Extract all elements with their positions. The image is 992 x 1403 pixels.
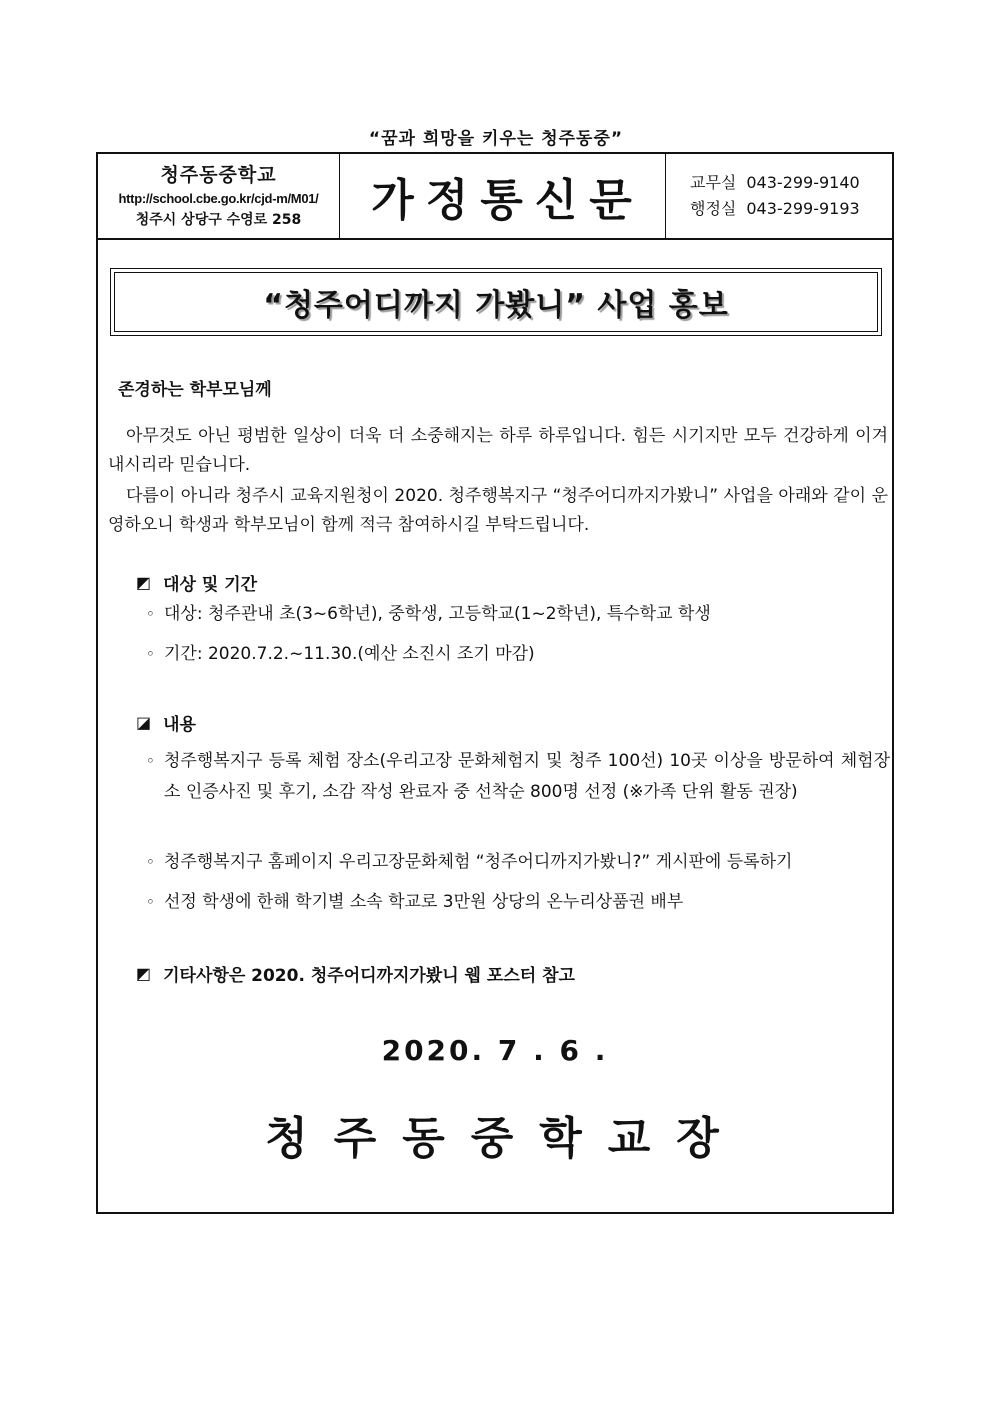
letterhead xyxy=(98,154,892,240)
school-info xyxy=(98,154,340,238)
principal-signature: 청주동중학교장 xyxy=(265,1113,745,1164)
square-marker-icon: ◪ xyxy=(136,713,152,732)
list-item-text: 대상: 청주관내 초(3~6학년), 중학생, 고등학교(1~2학년), 특수학교 학생 xyxy=(164,604,711,624)
section-heading-other xyxy=(136,961,575,986)
issue-date: 2020. 7 . 6 . xyxy=(381,1034,609,1067)
contact-phone: 043-299-9140 xyxy=(746,173,860,192)
list-item-text: 기간: 2020.7.2.~11.30.(예산 소진시 조기 마감) xyxy=(164,644,535,664)
list-item-text: 청주행복지구 홈페이지 우리고장문화체험 “청주어디까지가봤니?” 게시판에 등록하기 xyxy=(164,852,793,872)
school-url: http://school.cbe.go.kr/cjd-m/M01/ xyxy=(118,191,319,206)
section-heading-text: 내용 xyxy=(163,715,196,735)
contact-label: 교무실 xyxy=(690,173,737,192)
list-item xyxy=(146,746,890,808)
section-heading-text: 기타사항은 2020. 청주어디까지가봤니 웹 포스터 참고 xyxy=(163,966,575,986)
list-item xyxy=(146,639,890,670)
newsletter-title: 가정통신문 xyxy=(371,175,644,226)
circle-bullet-icon: ◦ xyxy=(146,645,155,663)
list-item xyxy=(146,847,890,878)
circle-bullet-icon: ◦ xyxy=(146,752,155,770)
square-marker-icon: ◩ xyxy=(136,964,152,983)
school-address: 청주시 상당구 수영로 258 xyxy=(135,212,302,228)
contact-label: 행정실 xyxy=(690,199,737,218)
section-heading-text: 대상 및 기간 xyxy=(163,575,258,595)
contact-teachers-office xyxy=(690,170,892,196)
list-item-text: 선정 학생에 한해 학기별 소속 학교로 3만원 상당의 온누리상품권 배부 xyxy=(164,892,684,912)
contact-info xyxy=(666,154,892,238)
paragraph-text: 아무것도 아닌 평범한 일상이 더욱 더 소중해지는 하루 하루입니다. 힘든 시기지만 모두 건강하게 이겨내시리라 믿습니다. xyxy=(108,426,888,475)
circle-bullet-icon: ◦ xyxy=(146,853,155,871)
newsletter-title-cell xyxy=(340,154,666,238)
greeting: 존경하는 학부모님께 xyxy=(118,380,272,400)
school-slogan: “꿈과 희망을 키우는 청주동중” xyxy=(368,129,624,149)
school-name: 청주동중학교 xyxy=(160,164,277,186)
section-heading-content xyxy=(136,710,196,735)
contact-phone: 043-299-9193 xyxy=(746,199,860,218)
circle-bullet-icon: ◦ xyxy=(146,605,155,623)
document-title: “청주어디까지 가봤니” 사업 홍보 xyxy=(263,288,729,323)
body-paragraph xyxy=(108,482,888,540)
section-heading-target-period xyxy=(136,570,257,595)
contact-admin-office xyxy=(690,196,892,222)
square-marker-icon: ◩ xyxy=(136,573,152,592)
title-box xyxy=(110,268,882,336)
paragraph-text: 다름이 아니라 청주시 교육지원청이 2020. 청주행복지구 “청주어디까지가봤니” 사업을 아래와 같이 운영하오니 학생과 학부모님이 함께 적극 참여하시길 부탁드립니다. xyxy=(108,486,888,535)
title-inner-border xyxy=(114,272,878,332)
newsletter-frame xyxy=(96,152,894,1214)
list-item xyxy=(146,887,890,918)
list-item-text: 청주행복지구 등록 체험 장소(우리고장 문화체험지 및 청주 100선) 10곳 이상을 방문하여 체험장소 인증사진 및 후기, 소감 작성 완료자 중 선착순 800명 선정 (※가족 단위 활동 권장) xyxy=(164,751,890,802)
body-paragraph xyxy=(108,422,888,480)
circle-bullet-icon: ◦ xyxy=(146,893,155,911)
list-item xyxy=(146,599,890,630)
